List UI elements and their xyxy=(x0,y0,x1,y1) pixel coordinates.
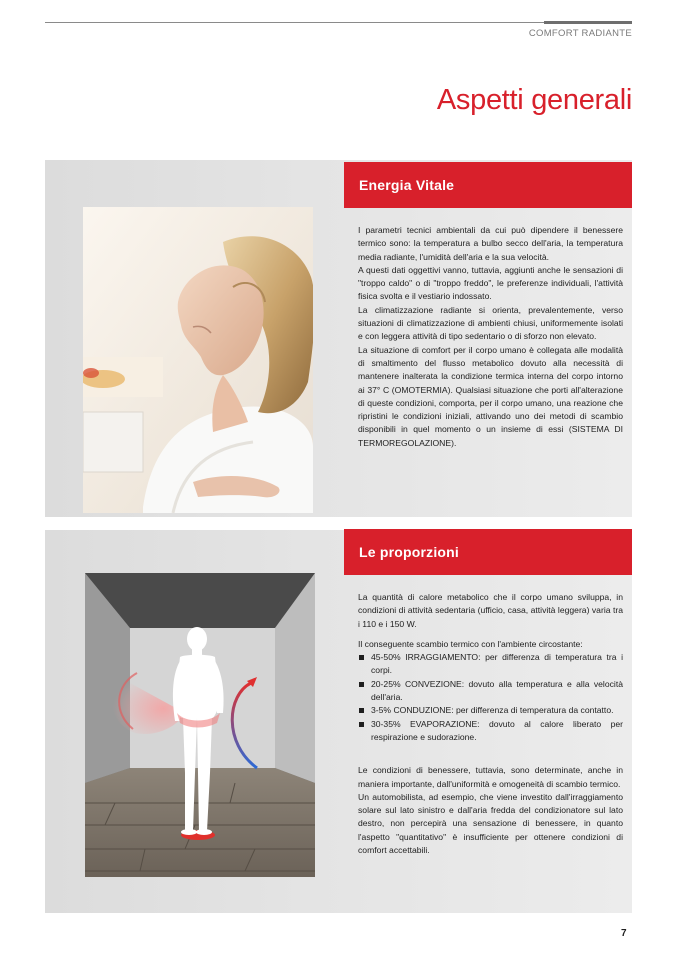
le-proporzioni-text xyxy=(358,591,623,857)
le-proporzioni-title: Le proporzioni xyxy=(359,544,460,560)
paragraph: La climatizzazione radiante si orienta, prevalentemente, verso situazioni di climatizzazione di ambienti chiusi, uniformemente isolati e con leggera attività di tipo sedentario o di sforzo non elevato. xyxy=(358,304,623,342)
section-label: COMFORT RADIANTE xyxy=(528,28,632,39)
closing-paragraph: Un automobilista, ad esempio, che viene investito dall'irraggiamento solare sul lato sinistro e dall'aria fredda del condizionatore sul lato destro, non percepirà una sensazione di benessere, in quanto l'aspetto "quantitativo" è insufficiente per ottenere condizioni di comfort accettabili. xyxy=(358,791,623,856)
heat-exchange-illustration xyxy=(85,573,315,877)
top-divider-accent xyxy=(544,21,632,24)
list-item: 30-35% EVAPORAZIONE: dovuto al calore liberato per respirazione e sudorazione. xyxy=(358,718,623,745)
paragraph: La situazione di comfort per il corpo umano è collegata alle modalità di smaltimento del flusso metabolico dovuto alla necessità di mantenere inalterata la condizione termica interna del corpo intorno ai 37° C (OMOTERMIA). Qualsiasi situazione che porti all'alterazione di queste condizioni, comporta, per il corpo umano, una reazione che ripristini le condizioni iniziali, attivando uno dei metodi di scambio disponibili in quel momento o un insieme di essi (SISTEMA DI TERMOREGOLAZIONE). xyxy=(358,344,623,448)
list-item: 45-50% IRRAGGIAMENTO: per differenza di temperatura tra i corpi. xyxy=(358,651,623,678)
lead-paragraph: Il conseguente scambio termico con l'ambiente circostante: xyxy=(358,638,583,649)
intro-paragraph: La quantità di calore metabolico che il corpo umano sviluppa, in condizioni di attività sedentaria (ufficio, casa, attività leggera) varia tra i 110 e i 150 W. xyxy=(358,592,623,629)
le-proporzioni-header xyxy=(344,529,632,575)
le-proporzioni-panel xyxy=(45,530,632,913)
relaxing-woman-photo xyxy=(83,207,313,513)
heat-exchange-list xyxy=(358,651,623,744)
page-title: Aspetti generali xyxy=(436,84,632,116)
energia-vitale-panel xyxy=(45,160,632,517)
energia-vitale-text xyxy=(358,224,623,450)
paragraph: A questi dati oggettivi vanno, tuttavia, aggiunti anche le sensazioni di "troppo caldo" o di "troppo freddo", le preferenze individuali, l'attività fisica svolta e il vestiario indossato. xyxy=(358,264,623,302)
paragraph: I parametri tecnici ambientali da cui può dipendere il benessere termico sono: la temperatura a bulbo secco dell'aria, la temperatura media radiante, l'umidità dell'aria e la sua velocità. xyxy=(358,225,623,262)
closing-paragraph: Le condizioni di benessere, tuttavia, sono determinate, anche in maniera importante, dall'uniformità e omogeneità di scambio termico. xyxy=(358,765,623,789)
list-item: 3-5% CONDUZIONE: per differenza di temperatura da contatto. xyxy=(358,704,623,717)
page-number: 7 xyxy=(621,928,627,939)
energia-vitale-title: Energia Vitale xyxy=(359,177,455,193)
list-item: 20-25% CONVEZIONE: dovuto alla temperatura e alla velocità dell'aria. xyxy=(358,678,623,705)
energia-vitale-header xyxy=(344,162,632,208)
